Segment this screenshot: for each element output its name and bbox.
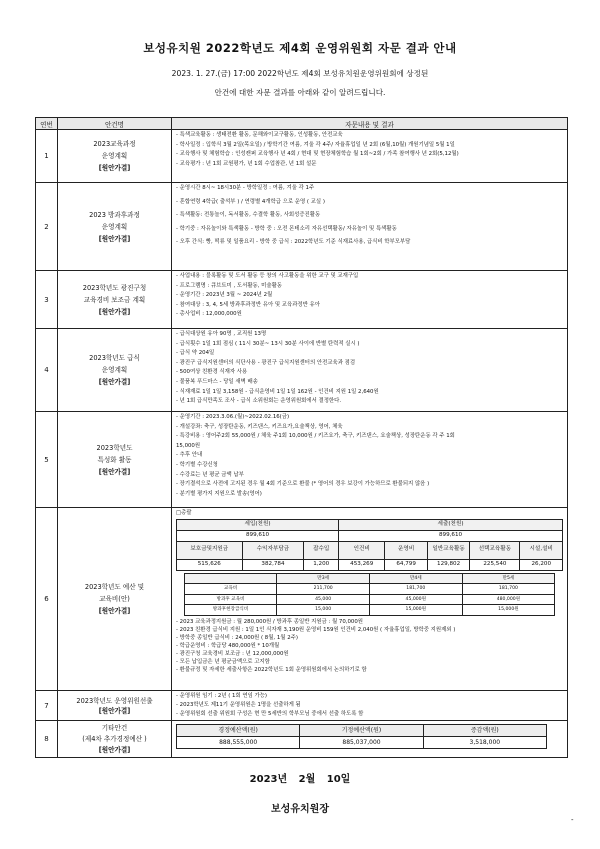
content-line: - 급식횟수 1일 1회 점심 ( 11시 30분~ 13시 30분 사이에 반별 탄력적 실시 ) <box>176 340 360 347</box>
content-line: - 총사업비 : 12,000,000원 <box>176 311 242 318</box>
content-line: - 오후 간식: 빵, 떡류 및 일품요리 - 방학 중 급식 : 2022학년도 기준 식재료사용, 급식비 학부모부담 <box>176 239 411 246</box>
row-agenda <box>58 271 172 329</box>
supp-header: 증감액(원) <box>423 725 546 737</box>
row-content <box>172 691 568 721</box>
fee-cell: 교육비 <box>184 584 277 595</box>
row-content <box>172 183 568 271</box>
supp-header: 기정예산액(원) <box>300 725 423 737</box>
row-content <box>172 130 568 183</box>
supp-value: 885,037,000 <box>300 737 423 749</box>
expense-header: 시설,설비 <box>520 541 563 559</box>
agenda-line: 교육비(안) <box>99 595 130 603</box>
content-line: - 프로그램명 : 큐브트미 , 도서활동, 미술활동 <box>176 282 282 289</box>
content-line: - 분기별 평가지 지원으로 발송(영어) <box>176 490 262 497</box>
table-row <box>36 329 568 412</box>
income-value: 382,784 <box>242 559 304 570</box>
income-header: 보호금및지원금 <box>177 541 243 559</box>
agenda-line: 2023학년도 운영위원선출 <box>76 696 153 705</box>
agenda-line: 교육경비 보조금 계획 <box>83 295 146 304</box>
content-line: - 개설강좌: 축구, 성장탄운동, 키즈댄스, 키즈요가,요술책상, 영어, 체육 <box>176 423 343 430</box>
content-line: - 환불규정 및 자세한 세출사항은 2022학년도 1회 운영위원회에서 논의하기로 함 <box>176 666 367 673</box>
fee-cell: 15,000원 <box>462 605 555 616</box>
agenda-line: 2023학년도 광진구청 <box>82 283 147 292</box>
agenda-line: 운영계획 <box>101 152 128 160</box>
agenda-result: [원안가결] <box>98 607 131 615</box>
agenda-line: 2023교육과정 <box>93 140 136 148</box>
content-line: - 광진구 급식지원센터의 식단사용 - 광진구 급식지원센터의 안전교육과 점검 <box>176 359 356 366</box>
income-value: 515,626 <box>177 559 243 570</box>
content-line: - 수강료는 년 평균 금액 납부 <box>176 471 244 478</box>
intro-line-2: 안건에 대한 자문 결과를 아래와 같이 알려드립니다. <box>214 88 386 97</box>
agenda-line: 기타안건 <box>101 723 128 732</box>
agenda-result: [원안가결] <box>98 706 131 715</box>
row-no: 3 <box>36 271 58 329</box>
agenda-line: 특성화 활동 <box>97 455 132 464</box>
agenda-line: 2023학년도 급식 <box>89 354 140 362</box>
fee-header <box>184 573 277 584</box>
fee-cell: 480,000원 <box>462 594 555 605</box>
fee-cell: 15,000 <box>277 605 370 616</box>
content-line: - 방학중 종일반 급식비 : 24,000원 ( 8월, 1월 2주) <box>176 634 298 641</box>
expense-value: 225,540 <box>470 559 520 570</box>
row-agenda <box>58 329 172 412</box>
content-line: - 장기결석으로 사전에 고지된 경우 월 4회 기준으로 환불 (* 영어의 경우 보강이 가능하므로 환불되지 않음 ) <box>176 481 430 488</box>
row-no: 1 <box>36 130 58 183</box>
income-header: 잡수입 <box>304 541 339 559</box>
table-row <box>36 691 568 721</box>
fee-cell: 45,000 <box>277 594 370 605</box>
content-line: - 모든 납입금은 년 평균금액으로 고지함 <box>176 658 270 665</box>
row-content <box>172 508 568 691</box>
row-content <box>172 329 568 412</box>
content-line: - 급식 약 204일 <box>176 350 215 357</box>
intro-line-1: 2023. 1. 27.(금) 17:00 2022학년도 제4회 보성유치원운영위원회에 상정된 <box>171 69 429 78</box>
supplementary-budget-table <box>176 724 547 749</box>
row-agenda <box>58 412 172 508</box>
content-line: - 특색활동: 전통놀이, 독서활동, 수결학 활동, 사회성증진활동 <box>176 212 321 219</box>
agenda-line: (제4차 추가경정예산 ) <box>82 734 147 743</box>
fee-header: 만3세 <box>277 573 370 584</box>
row-content <box>172 412 568 508</box>
expense-value: 453,269 <box>339 559 385 570</box>
row-agenda <box>58 508 172 691</box>
content-line: - 년 1회 급식만족도 조사 - 급식 소위원회는 운영위원회에서 결정한다. <box>176 398 342 405</box>
table-row <box>36 412 568 508</box>
fee-cell: 15,000원 <box>369 605 462 616</box>
content-line: 15,000원 <box>176 442 201 449</box>
expense-value: 129,802 <box>427 559 469 570</box>
content-line: - 학급운영비 : 학급당 480,000원 * 10개월 <box>176 642 280 649</box>
table-row <box>36 183 568 271</box>
row-no: 8 <box>36 721 58 758</box>
table-row <box>36 271 568 329</box>
fee-cell: 방과후 교육비 <box>184 594 277 605</box>
agenda-result: [원안가결] <box>98 378 131 386</box>
content-line: - 사업내용 : 블록활동 및 도서 활동 등 창의 사고활동을 위한 교구 및 교재구입 <box>176 273 359 279</box>
header-content: 자문내용 및 결과 <box>172 118 568 130</box>
content-line: - 추후 안내 <box>176 452 203 459</box>
row-no: 5 <box>36 412 58 508</box>
supp-header: 경정예산액(원) <box>177 725 300 737</box>
content-line: - 특색교육활동 : 생태전환 활동, 문해와이교구활동, 인성활동, 안전교육 <box>176 132 343 138</box>
document-title: 보성유치원 2022학년도 제4회 운영위원회 자문 결과 안내 <box>143 41 457 55</box>
agenda-result: [원안가결] <box>98 234 131 243</box>
fee-cell: 45,000원 <box>369 594 462 605</box>
content-line: - 특강비용 : 영어주2회 55,000원 / 체육 주1회 10,000원 / 키즈요가, 축구, 키즈댄스, 요술책상, 성장탄운동 각 주 1회 <box>176 433 455 440</box>
content-line: - 교육행사 및 체험학습 : 인성캔퍼 교육행사 년 4회 / 현대 및 현장체험학습 월 1회~2회 / 가족 참여행사 년 2회(5,12월) <box>176 151 459 158</box>
row-agenda <box>58 183 172 271</box>
content-line: - 운영기간 : 2023.3.06.(월)~2022.02.16(금) <box>176 414 290 420</box>
agenda-line: 운영계획 <box>101 222 128 231</box>
agenda-result: [원안가결] <box>98 164 131 172</box>
content-line: - 운영시간 8시~ 18시30분 - 방학일정 : 여름, 겨울 각 1주 <box>176 185 315 191</box>
content-line: - 혼합연령 4학급( 출석부 ) / 연령별 4개학급 으로 운영 ( 교실 ) <box>176 198 325 205</box>
results-table <box>35 117 568 758</box>
agenda-line: 2023학년도 예산 및 <box>84 583 145 591</box>
agenda-line: 2023 방과후과정 <box>89 210 140 219</box>
supp-value: 3,518,000 <box>423 737 546 749</box>
document-date: 2023년 2월 10일 <box>249 774 351 785</box>
fee-header: 만4세 <box>369 573 462 584</box>
agenda-result: [원안가결] <box>98 745 131 754</box>
agenda-line: 2023학년도 <box>96 443 133 452</box>
fee-cell: 211,700 <box>277 584 370 595</box>
row-no: 4 <box>36 329 58 412</box>
table-row <box>36 721 568 758</box>
content-line: - 학기중 : 자유놀이와 특색활동 - 방학 중 : 오전 몬테소리 자유선택활동/ 자유놀이 및 특색활동 <box>176 225 397 232</box>
income-value: 1,200 <box>304 559 339 570</box>
table-row <box>36 130 568 183</box>
expense-header: 운영비 <box>385 541 427 559</box>
income-header: 수익자부담금 <box>242 541 304 559</box>
content-line: - 운영위원 임기 : 2년 ( 1회 연임 가능) <box>176 693 268 699</box>
income-title: 세입(천원) <box>177 519 339 530</box>
row-agenda <box>58 691 172 721</box>
content-line: - 물품복 푸드마스 - 당일 새벽 배송 <box>176 378 258 385</box>
expense-header: 인건비 <box>339 541 385 559</box>
supp-value: 888,555,000 <box>177 737 300 749</box>
budget-summary-label: □총괄 <box>176 510 192 516</box>
income-total: 899,610 <box>177 530 339 541</box>
content-line: - 2023학년도 제11기 운영위원은 1명을 선출하게 됨 <box>176 702 301 708</box>
dash-mark: - <box>571 816 574 824</box>
row-agenda <box>58 721 172 758</box>
fee-cell: 방과후현장급식비 <box>184 605 277 616</box>
header-no: 연번 <box>36 118 58 130</box>
expense-value: 26,200 <box>520 559 563 570</box>
fee-cell: 181,700 <box>462 584 555 595</box>
content-line: - 운영위원회 선출 위원회 구성은 현 만 5세반의 학부모님 중에서 선출 하도록 함 <box>176 711 364 717</box>
content-line: - 학사일정 : 입학식 3월 2일(목요일) / 방학기간 여름, 겨울 각 4주/ 자율휴업일 년 2회 (6월,10월) 개원기념일 5월 1일 <box>176 141 455 148</box>
table-header-row <box>36 118 568 130</box>
content-line: - 참여대상 : 3, 4, 5세 방과후과정반 유아 및 교육과정반 유아 <box>176 301 320 308</box>
row-no: 6 <box>36 508 58 691</box>
expense-title: 세출(천원) <box>339 519 563 530</box>
row-content <box>172 721 568 758</box>
content-line: - 2023 교육과정지원금 : 월 280,000원 / 방과후 종일반 지원금 : 월 70,000원 <box>176 618 363 625</box>
content-line: - 2023 친환경 급식비 지원 : 1일 1인 식자재 3,190원 운영비 159원 인건비 2,040원 ( 자율휴업일, 방학중 지원제외 ) <box>176 626 456 633</box>
content-line: - 교육평가 : 년 1회 교원평가, 년 1회 수업참관, 년 1회 설문 <box>176 160 317 167</box>
agenda-line: 운영계획 <box>101 366 128 374</box>
expense-header: 선택교육활동 <box>470 541 520 559</box>
budget-summary-table <box>176 519 563 571</box>
fee-cell: 181,700 <box>369 584 462 595</box>
row-no: 7 <box>36 691 58 721</box>
header-agenda: 안건명 <box>58 118 172 130</box>
fee-table <box>184 573 556 616</box>
content-line: - 운영기간 : 2023년 3월 ~ 2024년 2월 <box>176 292 273 299</box>
row-content <box>172 271 568 329</box>
expense-total: 899,610 <box>339 530 563 541</box>
content-line: - 광진구청 교육경비 보조금 : 년 12,000,000원 <box>176 650 289 657</box>
fee-header: 만5세 <box>462 573 555 584</box>
agenda-result: [원안가결] <box>98 307 131 316</box>
row-agenda <box>58 130 172 183</box>
expense-value: 64,799 <box>385 559 427 570</box>
signature-line: 보성유치원장 <box>271 804 329 815</box>
table-row <box>36 508 568 691</box>
content-line: - 급식대상원 유아 90명 , 교직원 13명 <box>176 331 267 337</box>
expense-header: 일반교육활동 <box>427 541 469 559</box>
content-line: - 500여상 친환경 식재자 사용 <box>176 369 248 376</box>
agenda-result: [원안가결] <box>98 467 131 476</box>
row-no: 2 <box>36 183 58 271</box>
content-line: - 식재재료 1일 1일 3,158원 - 급식운영비 1일 1일 162원 - 인건비 지원 1일 2,640원 <box>176 388 379 395</box>
content-line: - 학기별 수강신청 <box>176 461 218 468</box>
